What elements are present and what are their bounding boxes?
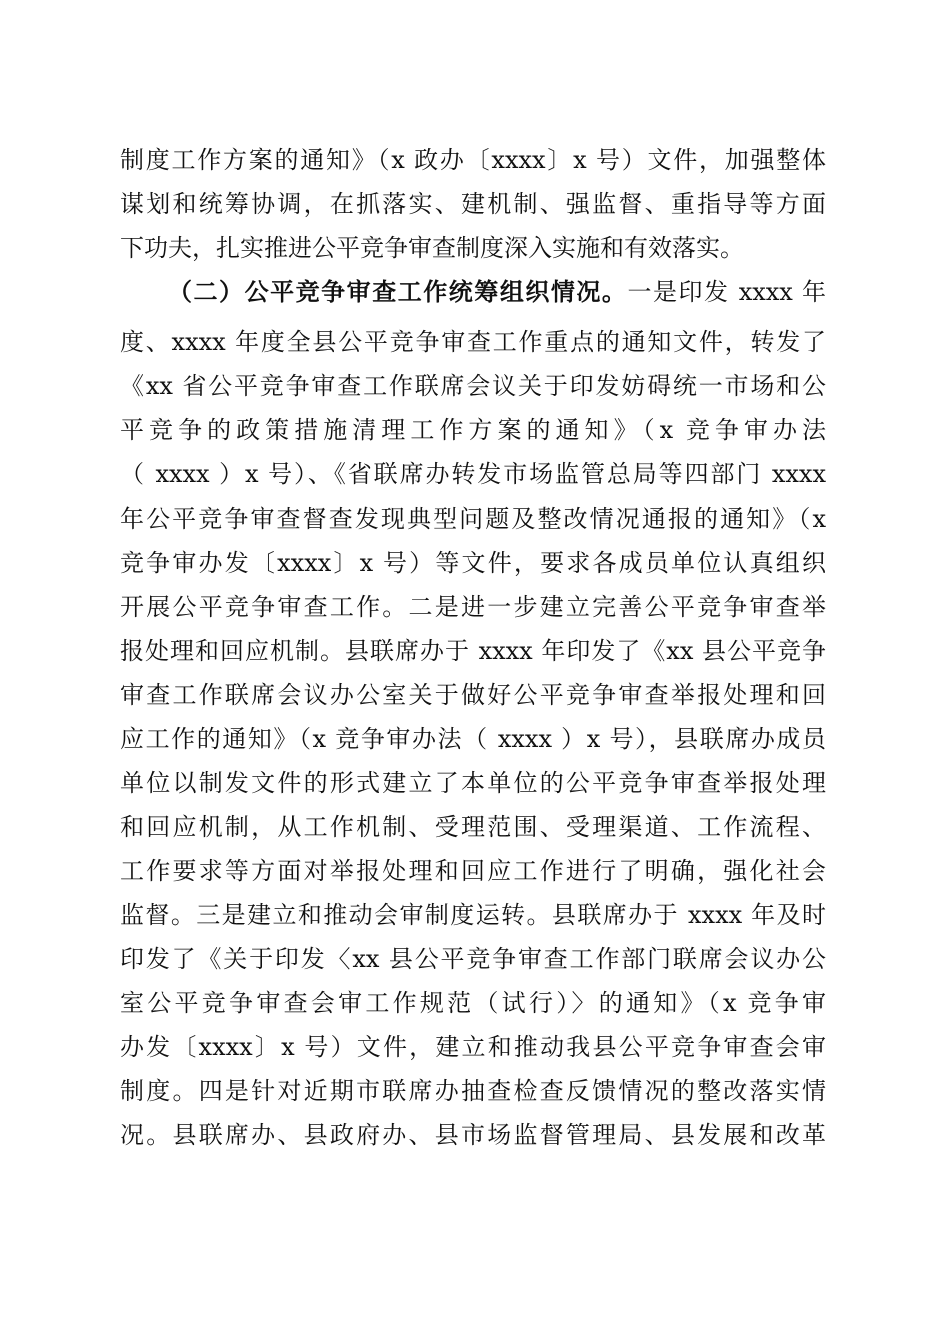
text-line: 平竞争的政策措施清理工作方案的通知》（x 竞争审办法 xyxy=(120,416,826,444)
text-line: 监督。三是建立和推动会审制度运转。县联席办于 xxxx 年及时 xyxy=(120,901,826,929)
text-line: 年公平竞争审查督查发现典型问题及整改情况通报的通知》（x xyxy=(120,505,826,533)
text-line: 况。县联席办、县政府办、县市场监督管理局、县发展和改革 xyxy=(120,1121,826,1149)
text-line: 审查工作联席会议办公室关于做好公平竞争审查举报处理和回 xyxy=(120,681,826,709)
text-line: 工作要求等方面对举报处理和回应工作进行了明确，强化社会 xyxy=(120,857,826,885)
text-segment: 一是印发 xxxx 年 xyxy=(627,278,826,306)
text-line: 报处理和回应机制。县联席办于 xxxx 年印发了《xx 县公平竞争 xyxy=(120,637,826,665)
text-line: 办发〔xxxx〕x 号）文件，建立和推动我县公平竞争审查会审 xyxy=(120,1033,826,1061)
text-line: 制度。四是针对近期市联席办抽查检查反馈情况的整改落实情 xyxy=(120,1077,826,1105)
text-line: 和回应机制，从工作机制、受理范围、受理渠道、工作流程、 xyxy=(120,813,826,841)
text-line: 竞争审办发〔xxxx〕x 号）等文件，要求各成员单位认真组织 xyxy=(120,549,826,577)
text-line: 单位以制发文件的形式建立了本单位的公平竞争审查举报处理 xyxy=(120,769,826,797)
section-heading: （二）公平竞争审查工作统筹组织情况。 xyxy=(168,277,628,306)
text-line: 《xx 省公平竞争审查工作联席会议关于印发妨碍统一市场和公 xyxy=(120,372,826,400)
text-line: 开展公平竞争审查工作。二是进一步建立完善公平竞争审查举 xyxy=(120,593,826,621)
text-line: 应工作的通知》（x 竞争审办法（ xxxx ）x 号），县联席办成员 xyxy=(120,725,826,753)
text-line: 度、xxxx 年度全县公平竞争审查工作重点的通知文件，转发了 xyxy=(120,328,826,356)
text-line: （ xxxx ）x 号）、《省联席办转发市场监管总局等四部门 xxxx xyxy=(120,460,826,488)
text-line: 室公平竞争审查会审工作规范（试行）〉的通知》（x 竞争审 xyxy=(120,989,826,1017)
section-heading-line xyxy=(168,270,826,314)
text-line: 下功夫，扎实推进公平竞争审查制度深入实施和有效落实。 xyxy=(120,234,744,262)
text-line: 制度工作方案的通知》（x 政办〔xxxx〕x 号）文件，加强整体 xyxy=(120,146,826,174)
text-line: 谋划和统筹协调，在抓落实、建机制、强监督、重指导等方面 xyxy=(120,190,826,218)
text-line: 印发了《关于印发〈xx 县公平竞争审查工作部门联席会议办公 xyxy=(120,945,826,973)
